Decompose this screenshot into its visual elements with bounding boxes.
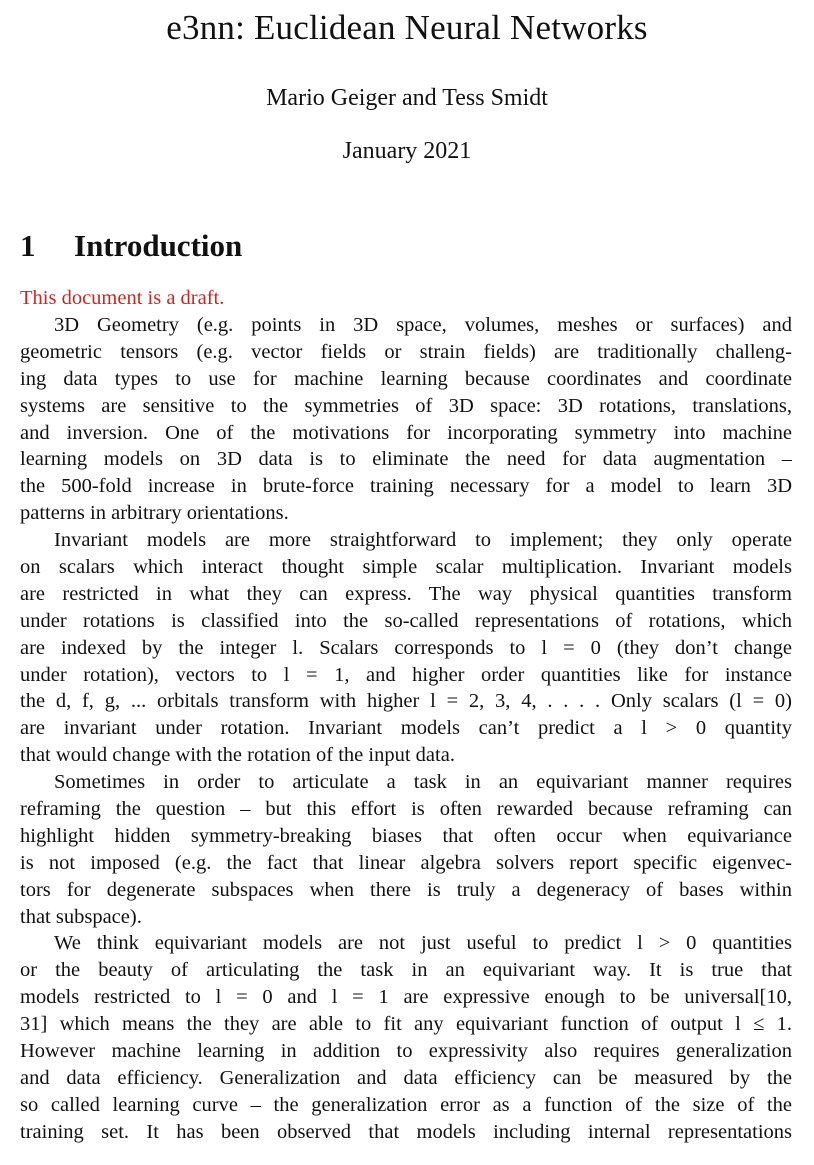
text-line: that would change with the rotation of the input data. — [20, 744, 455, 767]
text-line: is not imposed (e.g. the fact that linear algebra solvers report specific eigenvec- — [20, 851, 792, 874]
text-line: ing data types to use for machine learning because coordinates and coordinate — [20, 367, 792, 390]
text-line: tors for degenerate subspaces when there is truly a degeneracy of bases within — [20, 878, 792, 901]
text-line: under rotations is classified into the so-called representations of rotations, which — [20, 609, 792, 632]
text-line: the d, f, g, ... orbitals transform with higher l = 2, 3, 4, . . . . Only scalars (l = 0) — [20, 690, 792, 713]
body-text — [20, 312, 792, 1146]
section-heading — [20, 224, 242, 268]
text-line: or the beauty of articulating the task in an equivariant way. It is true that — [20, 959, 792, 982]
text-line: geometric tensors (e.g. vector fields or strain fields) are traditionally challeng- — [20, 340, 792, 363]
draft-notice: This document is a draft. — [20, 287, 225, 309]
text-line: training set. It has been observed that models including internal representations — [20, 1120, 792, 1143]
text-line: However machine learning in addition to expressivity also requires generalization — [20, 1040, 792, 1063]
text-line: and data efficiency. Generalization and data efficiency can be measured by the — [20, 1066, 792, 1089]
text-line: highlight hidden symmetry-breaking biases that often occur when equivariance — [20, 824, 792, 847]
text-line: and inversion. One of the motivations for incorporating symmetry into machine — [20, 421, 792, 444]
text-line: on scalars which interact thought simple scalar multiplication. Invariant models — [20, 556, 792, 579]
paper-authors: Mario Geiger and Tess Smidt — [266, 85, 548, 111]
text-line: are restricted in what they can express. The way physical quantities transform — [20, 582, 792, 605]
paragraph — [20, 312, 792, 527]
text-line: systems are sensitive to the symmetries of 3D space: 3D rotations, translations, — [20, 394, 792, 417]
paragraph — [20, 930, 792, 1145]
text-line: We think equivariant models are not just useful to predict l > 0 quantities — [54, 932, 792, 955]
paragraph — [20, 527, 792, 769]
text-line: so called learning curve – the generalization error as a function of the size of the — [20, 1093, 792, 1116]
paragraph — [20, 769, 792, 930]
text-line: 31] which means the they are able to fit any equivariant function of output l ≤ 1. — [20, 1013, 792, 1036]
text-line: are indexed by the integer l. Scalars corresponds to l = 0 (they don’t change — [20, 636, 792, 659]
text-line: models restricted to l = 0 and l = 1 are expressive enough to be universal[10, — [20, 986, 792, 1009]
text-line: are invariant under rotation. Invariant models can’t predict a l > 0 quantity — [20, 717, 792, 740]
text-line: Invariant models are more straightforward to implement; they only operate — [54, 529, 792, 552]
text-line: reframing the question – but this effort is often rewarded because reframing can — [20, 798, 792, 821]
text-line: that subspace). — [20, 905, 142, 928]
section-title: Introduction — [74, 228, 243, 263]
section-number: 1 — [20, 228, 36, 263]
text-line: learning models on 3D data is to eliminate the need for data augmentation – — [20, 448, 792, 471]
paper-title: e3nn: Euclidean Neural Networks — [166, 8, 648, 47]
text-line: the 500-fold increase in brute-force training necessary for a model to learn 3D — [20, 475, 792, 498]
text-line: 3D Geometry (e.g. points in 3D space, volumes, meshes or surfaces) and — [54, 314, 792, 336]
text-line: patterns in arbitrary orientations. — [20, 502, 289, 525]
text-line: under rotation), vectors to l = 1, and higher order quantities like for instance — [20, 663, 792, 686]
text-line: Sometimes in order to articulate a task in an equivariant manner requires — [54, 771, 792, 794]
paper-date: January 2021 — [342, 138, 472, 164]
